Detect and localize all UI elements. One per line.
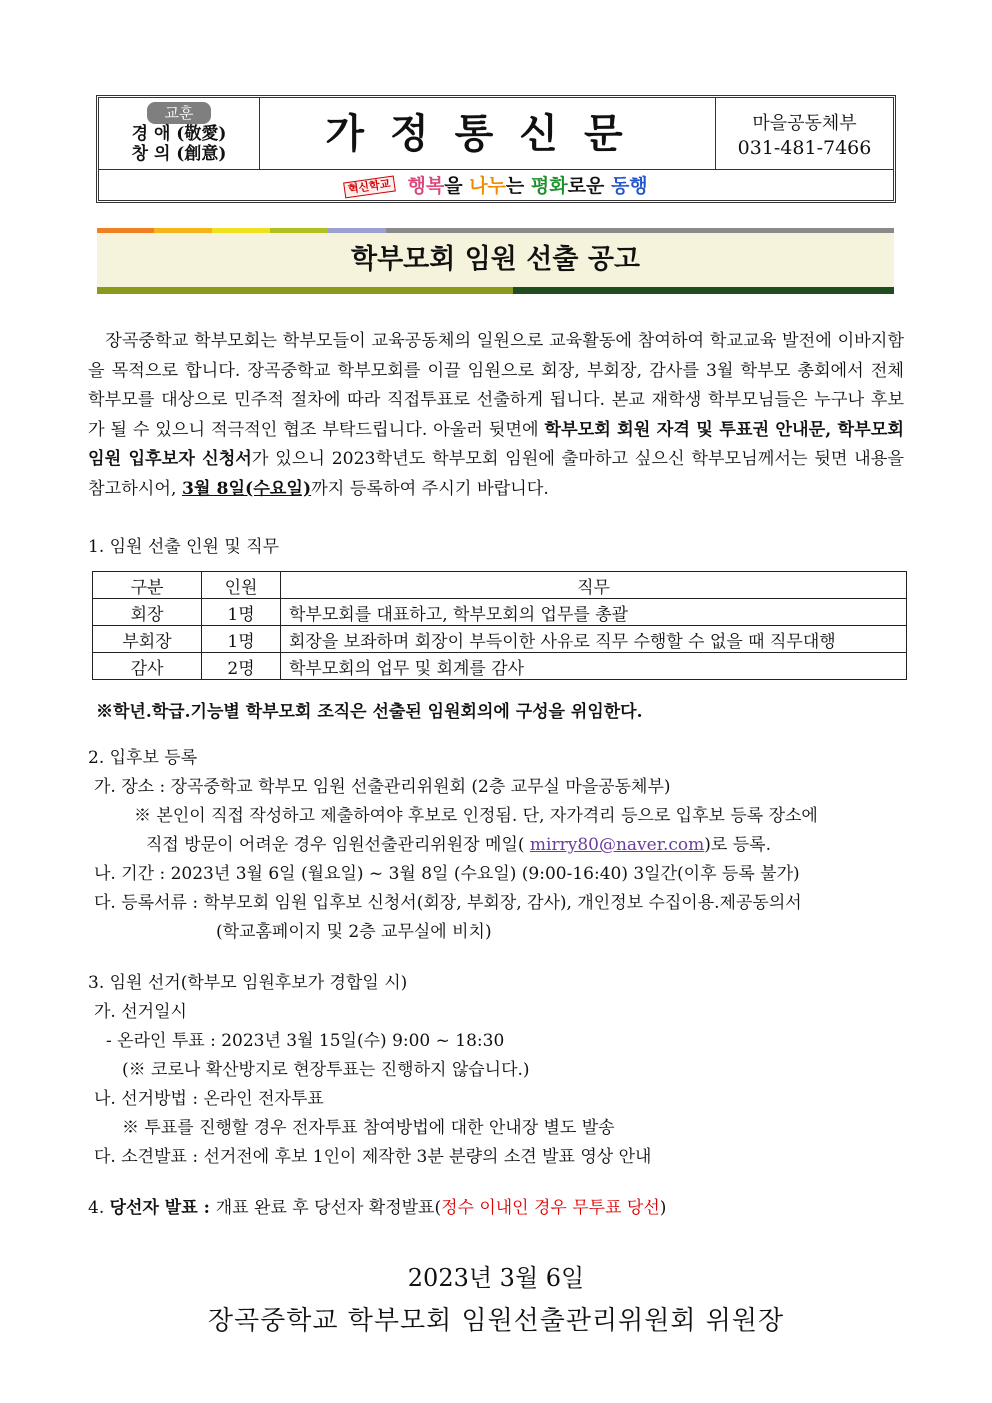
section-3-heading: 3. 임원 선거(학부모 임원후보가 경합일 시) xyxy=(88,973,408,993)
slogan-part: 을 xyxy=(444,175,470,197)
innovation-school-logo-icon: 혁신학교 xyxy=(343,176,395,199)
section-2-heading: 2. 입후보 등록 xyxy=(88,748,198,768)
election-date: 가. 선거일시 xyxy=(94,1002,187,1022)
online-vote-time: - 온라인 투표 : 2023년 3월 15일(수) 9:00 ~ 18:30 xyxy=(106,1031,505,1051)
announcement-title: 학부모회 임원 선출 공고 xyxy=(97,233,894,287)
table-row xyxy=(93,599,907,626)
section-3 xyxy=(88,969,651,1172)
row-count: 1명 xyxy=(202,626,281,653)
registration-note-line-1: ※ 본인이 직접 작성하고 제출하여야 후보로 인정됨. 단, 자가격리 등으로 입후보 등록 장소에 xyxy=(134,806,818,826)
slogan-part: 나누 xyxy=(469,175,506,197)
registration-documents-location: (학교홈페이지 및 2층 교무실에 비치) xyxy=(216,922,492,942)
row-category: 부회장 xyxy=(93,626,202,653)
slogan xyxy=(99,170,893,202)
officer-duties-table xyxy=(92,571,907,680)
intro-bold-documents: 학부모회 회원 자격 및 투표권 안내문, 학부모회 임원 입후보자 신청서 xyxy=(88,419,904,469)
registration-deadline: 3월 8일(수요일) xyxy=(181,478,312,499)
header-cell-category: 구분 xyxy=(93,572,202,599)
department-name: 마을공동체부 xyxy=(752,113,857,134)
issue-date: 2023년 3월 6일 xyxy=(407,1264,585,1292)
motto-line-1: 경 애 (敬愛) xyxy=(131,124,227,144)
section-2 xyxy=(88,744,818,947)
election-method: 나. 선거방법 : 온라인 전자투표 xyxy=(94,1089,324,1109)
row-duty: 회장을 보좌하며 회장이 부득이한 사유로 직무 수행할 수 없을 때 직무대행 xyxy=(281,626,907,653)
school-motto xyxy=(99,98,260,169)
registration-documents: 다. 등록서류 : 학부모회 임원 입후보 신청서(회장, 부회장, 감사), 개인정보 수집이용.제공동의서 xyxy=(94,893,802,913)
slogan-part: 행복 xyxy=(407,175,445,197)
intro-text-2: 가 있으니 2023학년도 학부모회 임원에 출마하고 싶으신 학부모님께서는 뒷면 내용을 참고하시어, xyxy=(88,449,904,499)
winner-announcement-text: 개표 완료 후 당선자 확정발표( xyxy=(215,1198,442,1218)
table-row xyxy=(93,626,907,653)
election-method-note: ※ 투표를 진행할 경우 전자투표 참여방법에 대한 안내장 별도 발송 xyxy=(122,1118,615,1138)
slogan-part: 는 xyxy=(505,175,531,197)
section-1-heading: 1. 임원 선출 인원 및 직무 xyxy=(88,537,280,557)
row-count: 2명 xyxy=(202,653,281,680)
winner-announcement-label: 당선자 발표 xyxy=(109,1198,198,1218)
stripe-segment xyxy=(97,287,513,294)
slogan-part: 평화 xyxy=(530,175,568,197)
intro-text-3: 까지 등록하여 주시기 바랍니다. xyxy=(311,478,549,499)
header-top-row xyxy=(99,98,893,170)
table-row xyxy=(93,653,907,680)
intro-text-1: 장곡중학교 학부모회는 학부모들이 교육공동체의 일원으로 교육활동에 참여하여 학교교육 발전에 이바지함을 목적으로 합니다. 장곡중학교 학부모회를 이끌 임원으로 회장, 부회장, 감사를 3월 학부모 총회에서 전체 학부모를 대상으로 민주적 절차에 따라 직접투표로 선출하게 됩니다. 본교 재학생 학부모님들은 누구나 후보가 될 수 있으니 적극적인 협조 부탁드립니다. 아울러 뒷면에 xyxy=(88,331,904,440)
intro-paragraph xyxy=(88,327,904,504)
row-duty: 학부모회를 대표하고, 학부모회의 업무를 총괄 xyxy=(281,599,907,626)
row-count: 1명 xyxy=(202,599,281,626)
department-phone: 031-481-7466 xyxy=(737,137,872,159)
banner-bottom-stripe xyxy=(97,287,894,294)
registration-period: 나. 기간 : 2023년 3월 6일 (월요일) ~ 3월 8일 (수요일) (9:00-16:40) 3일간(이후 등록 불가) xyxy=(94,864,800,884)
section-4: 4. 당선자 발표 : 개표 완료 후 당선자 확정발표(정수 이내인 경우 무투표 당선) xyxy=(88,1198,667,1218)
table-header-row xyxy=(93,572,907,599)
row-category: 회장 xyxy=(93,599,202,626)
motto-line-2: 창 의 (創意) xyxy=(131,144,227,164)
header-cell-duty: 직무 xyxy=(281,572,907,599)
signer: 장곡중학교 학부모회 임원선출관리위원회 위원장 xyxy=(207,1306,785,1336)
row-category: 감사 xyxy=(93,653,202,680)
email-link[interactable]: mirry80@naver.com xyxy=(529,835,705,855)
motto-badge: 교훈 xyxy=(147,102,212,124)
slogan-part: 동행 xyxy=(610,175,648,197)
newsletter-header xyxy=(96,95,896,203)
slogan-part: 로운 xyxy=(567,175,611,197)
stripe-segment xyxy=(513,287,894,294)
registration-place: 가. 장소 : 장곡중학교 학부모 임원 선출관리위원회 (2층 교무실 마을공동체부) xyxy=(94,777,671,797)
organization-note: ※학년.학급.기능별 학부모회 조직은 선출된 임원회의에 구성을 위임한다. xyxy=(96,702,643,722)
page-title: 가정통신문 xyxy=(259,98,716,169)
onsite-vote-note: (※ 코로나 확산방지로 현장투표는 진행하지 않습니다.) xyxy=(122,1060,530,1080)
candidate-speech: 다. 소견발표 : 선거전에 후보 1인이 제작한 3분 분량의 소견 발표 영상 안내 xyxy=(94,1147,652,1167)
slogan-text xyxy=(407,175,647,197)
row-duty: 학부모회의 업무 및 회계를 감사 xyxy=(281,653,907,680)
department-info xyxy=(716,98,893,169)
registration-note-line-2: 직접 방문이 어려운 경우 임원선출관리위원장 메일( mirry80@naver.com)로 등록. xyxy=(146,835,771,855)
header-cell-count: 인원 xyxy=(202,572,281,599)
uncontested-note: 정수 이내인 경우 무투표 당선 xyxy=(441,1198,660,1218)
